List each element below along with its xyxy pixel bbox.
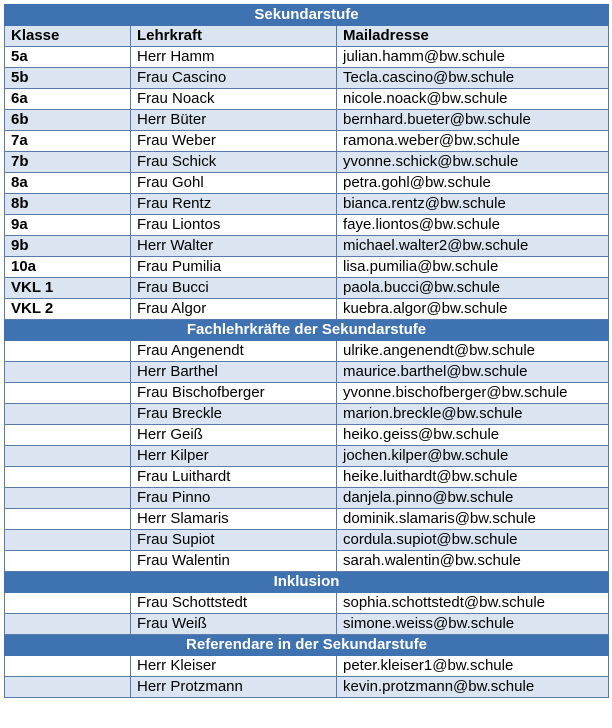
klasse-cell: VKL 1 — [5, 278, 131, 299]
section-header-inklusion — [5, 572, 609, 593]
mail-cell: michael.walter2@bw.schule — [337, 236, 609, 257]
klasse-cell — [5, 530, 131, 551]
table-row — [5, 425, 609, 446]
column-header-klasse: Klasse — [5, 26, 131, 47]
table-row — [5, 215, 609, 236]
klasse-cell — [5, 446, 131, 467]
mail-cell: jochen.kilper@bw.schule — [337, 446, 609, 467]
mail-cell: julian.hamm@bw.schule — [337, 47, 609, 68]
table-row — [5, 677, 609, 698]
mail-cell: bernhard.bueter@bw.schule — [337, 110, 609, 131]
mail-cell: dominik.slamaris@bw.schule — [337, 509, 609, 530]
section-header-referendare — [5, 635, 609, 656]
table-row — [5, 551, 609, 572]
lehrkraft-cell: Herr Büter — [131, 110, 337, 131]
klasse-cell — [5, 509, 131, 530]
table-row — [5, 131, 609, 152]
mail-cell: heike.luithardt@bw.schule — [337, 467, 609, 488]
table-row — [5, 110, 609, 131]
lehrkraft-cell: Frau Algor — [131, 299, 337, 320]
mail-cell: Tecla.cascino@bw.schule — [337, 68, 609, 89]
mail-cell: faye.liontos@bw.schule — [337, 215, 609, 236]
mail-cell: ramona.weber@bw.schule — [337, 131, 609, 152]
klasse-cell: 8a — [5, 173, 131, 194]
teacher-table-body — [5, 5, 609, 698]
mail-cell: kuebra.algor@bw.schule — [337, 299, 609, 320]
table-row — [5, 404, 609, 425]
table-row — [5, 89, 609, 110]
mail-cell: paola.bucci@bw.schule — [337, 278, 609, 299]
klasse-cell: 10a — [5, 257, 131, 278]
mail-cell: bianca.rentz@bw.schule — [337, 194, 609, 215]
klasse-cell — [5, 614, 131, 635]
klasse-cell — [5, 425, 131, 446]
table-row — [5, 467, 609, 488]
table-row — [5, 362, 609, 383]
mail-cell: maurice.barthel@bw.schule — [337, 362, 609, 383]
lehrkraft-cell: Herr Hamm — [131, 47, 337, 68]
mail-cell: yvonne.schick@bw.schule — [337, 152, 609, 173]
lehrkraft-cell: Frau Weiß — [131, 614, 337, 635]
lehrkraft-cell: Herr Barthel — [131, 362, 337, 383]
mail-cell: kevin.protzmann@bw.schule — [337, 677, 609, 698]
table-row — [5, 488, 609, 509]
section-header-fachlehrkraefte — [5, 320, 609, 341]
column-header-lehrkraft: Lehrkraft — [131, 26, 337, 47]
mail-cell: nicole.noack@bw.schule — [337, 89, 609, 110]
lehrkraft-cell: Frau Pumilia — [131, 257, 337, 278]
table-row — [5, 278, 609, 299]
table-row — [5, 173, 609, 194]
table-row — [5, 257, 609, 278]
lehrkraft-cell: Frau Walentin — [131, 551, 337, 572]
klasse-cell: 7b — [5, 152, 131, 173]
mail-cell: marion.breckle@bw.schule — [337, 404, 609, 425]
table-row — [5, 152, 609, 173]
klasse-cell: 6a — [5, 89, 131, 110]
section-title: Sekundarstufe — [5, 5, 609, 26]
table-row — [5, 194, 609, 215]
klasse-cell: VKL 2 — [5, 299, 131, 320]
lehrkraft-cell: Herr Geiß — [131, 425, 337, 446]
klasse-cell: 9a — [5, 215, 131, 236]
mail-cell: sarah.walentin@bw.schule — [337, 551, 609, 572]
lehrkraft-cell: Frau Breckle — [131, 404, 337, 425]
section-title: Inklusion — [5, 572, 609, 593]
mail-cell: cordula.supiot@bw.schule — [337, 530, 609, 551]
column-header-mail: Mailadresse — [337, 26, 609, 47]
klasse-cell: 5b — [5, 68, 131, 89]
mail-cell: simone.weiss@bw.schule — [337, 614, 609, 635]
lehrkraft-cell: Herr Kilper — [131, 446, 337, 467]
table-row — [5, 236, 609, 257]
lehrkraft-cell: Frau Luithardt — [131, 467, 337, 488]
table-row — [5, 383, 609, 404]
lehrkraft-cell: Frau Supiot — [131, 530, 337, 551]
table-row — [5, 530, 609, 551]
mail-cell: ulrike.angenendt@bw.schule — [337, 341, 609, 362]
klasse-cell — [5, 341, 131, 362]
mail-cell: petra.gohl@bw.schule — [337, 173, 609, 194]
mail-cell: lisa.pumilia@bw.schule — [337, 257, 609, 278]
mail-cell: peter.kleiser1@bw.schule — [337, 656, 609, 677]
table-row — [5, 341, 609, 362]
table-row — [5, 299, 609, 320]
klasse-cell: 9b — [5, 236, 131, 257]
lehrkraft-cell: Frau Bucci — [131, 278, 337, 299]
klasse-cell — [5, 677, 131, 698]
mail-cell: heiko.geiss@bw.schule — [337, 425, 609, 446]
table-row — [5, 509, 609, 530]
teacher-table — [4, 4, 609, 698]
klasse-cell — [5, 467, 131, 488]
table-row — [5, 47, 609, 68]
table-row — [5, 614, 609, 635]
mail-cell: yvonne.bischofberger@bw.schule — [337, 383, 609, 404]
lehrkraft-cell: Herr Kleiser — [131, 656, 337, 677]
table-row — [5, 656, 609, 677]
section-title: Referendare in der Sekundarstufe — [5, 635, 609, 656]
lehrkraft-cell: Frau Cascino — [131, 68, 337, 89]
column-header-row — [5, 26, 609, 47]
lehrkraft-cell: Frau Schottstedt — [131, 593, 337, 614]
klasse-cell: 5a — [5, 47, 131, 68]
lehrkraft-cell: Herr Walter — [131, 236, 337, 257]
table-row — [5, 593, 609, 614]
klasse-cell — [5, 656, 131, 677]
lehrkraft-cell: Frau Rentz — [131, 194, 337, 215]
lehrkraft-cell: Frau Schick — [131, 152, 337, 173]
section-header-sekundarstufe — [5, 5, 609, 26]
mail-cell: sophia.schottstedt@bw.schule — [337, 593, 609, 614]
klasse-cell — [5, 551, 131, 572]
lehrkraft-cell: Frau Angenendt — [131, 341, 337, 362]
lehrkraft-cell: Frau Pinno — [131, 488, 337, 509]
klasse-cell — [5, 593, 131, 614]
lehrkraft-cell: Frau Liontos — [131, 215, 337, 236]
klasse-cell — [5, 383, 131, 404]
table-row — [5, 446, 609, 467]
klasse-cell — [5, 488, 131, 509]
lehrkraft-cell: Herr Slamaris — [131, 509, 337, 530]
section-title: Fachlehrkräfte der Sekundarstufe — [5, 320, 609, 341]
lehrkraft-cell: Frau Gohl — [131, 173, 337, 194]
lehrkraft-cell: Frau Bischofberger — [131, 383, 337, 404]
table-row — [5, 68, 609, 89]
klasse-cell: 8b — [5, 194, 131, 215]
klasse-cell: 6b — [5, 110, 131, 131]
lehrkraft-cell: Frau Noack — [131, 89, 337, 110]
klasse-cell — [5, 404, 131, 425]
lehrkraft-cell: Frau Weber — [131, 131, 337, 152]
klasse-cell — [5, 362, 131, 383]
lehrkraft-cell: Herr Protzmann — [131, 677, 337, 698]
klasse-cell: 7a — [5, 131, 131, 152]
mail-cell: danjela.pinno@bw.schule — [337, 488, 609, 509]
